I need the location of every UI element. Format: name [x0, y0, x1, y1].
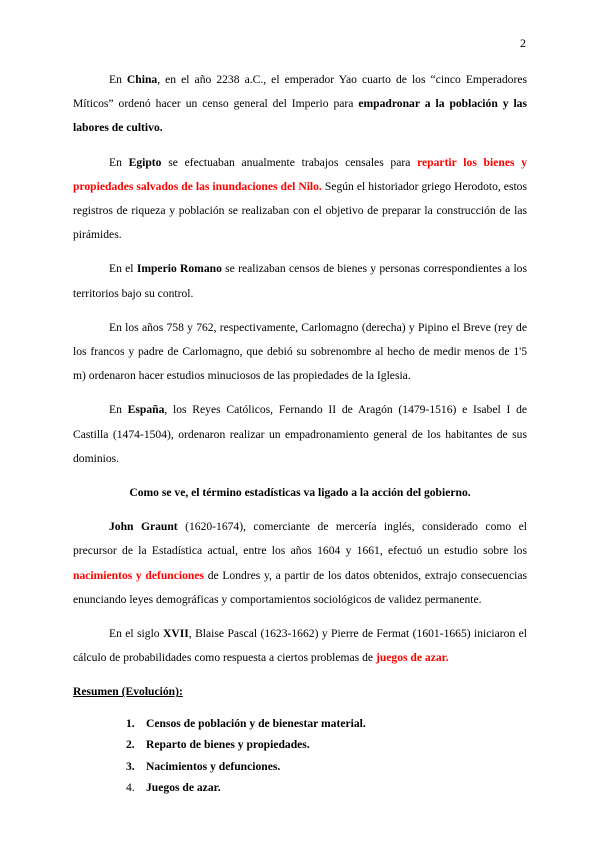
red-highlight: nacimientos y defunciones: [73, 568, 205, 582]
bold-term: China: [126, 73, 158, 86]
bold-term: Egipto: [128, 155, 162, 169]
paragraph-espana: [73, 398, 527, 471]
paragraph-roma: [73, 257, 527, 305]
paragraph-egipto: [73, 151, 527, 248]
list-text: Nacimientos y defunciones.: [146, 759, 281, 773]
text: En: [109, 73, 127, 86]
document-body: [73, 68, 527, 799]
text: , los Reyes Católicos, Fernando II de Aragón (1479-1516) e Isabel I de Castilla (1474-1504), ordenaron realizar un empadronamiento general de los habitantes de sus dominios.: [73, 403, 528, 465]
bold-phrase: empadronar a la población y las labores de cultivo.: [73, 97, 527, 135]
list-number: 4.: [126, 781, 135, 795]
bold-term: España: [127, 403, 165, 417]
bold-term: Imperio Romano: [136, 262, 222, 276]
red-highlight: juegos de azar.: [375, 651, 449, 665]
paragraph-carlomagno: En los años 758 y 762, respectivamente, Carlomagno (derecha) y Pipino el Breve (rey de los francos y padre de Carlomagno, que debió su sobrenombre al hecho de medir menos de 1'5 m) ordenaron hacer estudios minuciosos de las propiedades de la Iglesia.: [73, 320, 527, 383]
text: , Blaise Pascal (1623-1662) y Pierre de Fermat (1601-1665) iniciaron el cálculo de probabilidades como respuesta a ciertos problemas de: [73, 627, 527, 665]
paragraph-china: [73, 68, 527, 141]
text: En el: [109, 262, 137, 276]
summary-list: [73, 713, 527, 799]
red-highlight: repartir los bienes y propiedades salvados de las inundaciones del Nilo.: [73, 155, 527, 193]
list-text: Reparto de bienes y propiedades.: [146, 738, 310, 752]
text: se efectuaban anualmente trabajos censales para: [161, 155, 418, 169]
page-number: 2: [520, 36, 526, 50]
list-item: [73, 734, 527, 756]
paragraph-gobierno: Como se ve, el término estadísticas va ligado a la acción del gobierno.: [129, 486, 471, 500]
list-number: 2.: [126, 738, 135, 752]
list-item: [73, 777, 527, 799]
bold-term: XVII: [163, 627, 189, 641]
text: (1620-1674), comerciante de mercería inglés, considerado como el precursor de la Estadística actual, entre los años 1604 y 1661, efectuó un estudio sobre los: [73, 520, 527, 558]
text: de Londres y, a partir de los datos obtenidos, extrajo consecuencias enunciando leyes demográficas y comportamientos sociológicos de validez permanente.: [73, 568, 528, 606]
summary-heading: Resumen (Evolución):: [73, 685, 183, 699]
text: , en el año 2238 a.C., el emperador Yao cuarto de los “cinco Emperadores Míticos” ordenó hacer un censo general del Imperio para: [73, 73, 527, 111]
list-number: 1.: [126, 716, 135, 730]
text: Según el historiador griego Herodoto, estos registros de riqueza y población se realizaban con el objetivo de preparar la construcción de las pirámides.: [73, 179, 527, 242]
text: se realizaban censos de bienes y personas correspondientes a los territorios bajo su control.: [73, 262, 527, 300]
bold-term: John Graunt: [109, 520, 178, 534]
list-text: Juegos de azar.: [146, 781, 221, 795]
list-text: Censos de población y de bienestar material.: [146, 716, 366, 730]
text: En el siglo: [109, 627, 163, 641]
list-item: [73, 756, 527, 778]
paragraph-pascal: [73, 622, 527, 670]
list-number: 3.: [126, 759, 135, 773]
paragraph-graunt: [73, 515, 527, 612]
list-item: [73, 713, 527, 735]
text: En: [109, 403, 128, 417]
text: En: [109, 155, 129, 169]
